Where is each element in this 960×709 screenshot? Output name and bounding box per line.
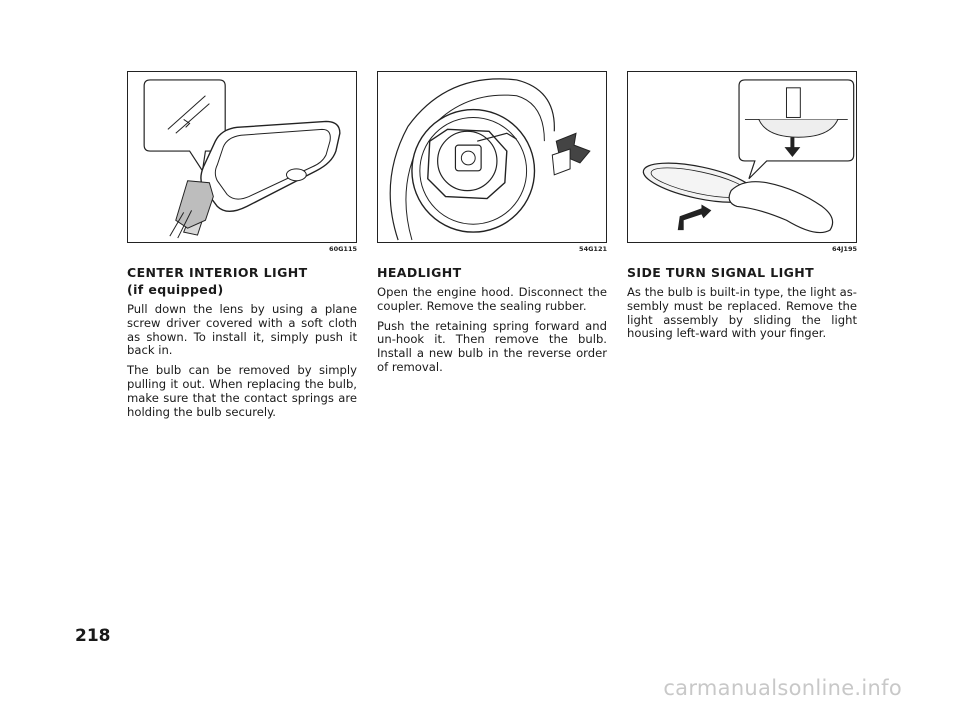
watermark-text[interactable]: carmanualsonline.info [663, 676, 902, 700]
interior-light-illustration [128, 72, 356, 242]
headlight-illustration [378, 72, 606, 242]
figure-headlight [377, 71, 607, 243]
figure-side-turn-signal [627, 71, 857, 243]
section-title: SIDE TURN SIGNAL LIGHT [627, 265, 815, 280]
figure-center-interior-light [127, 71, 357, 243]
paragraph: Open the engine hood. Disconnect the coupler. Remove the sealing rubber. [377, 285, 607, 313]
paragraph: Push the retaining spring forward and un-hook it. Then remove the bulb. Install a new bulb in the reverse order of removal. [377, 318, 607, 374]
figure-code: 64J195 [831, 245, 857, 253]
section-subtitle: (if equipped) [127, 282, 224, 297]
figure-code: 60G115 [329, 245, 357, 253]
section-title: CENTER INTERIOR LIGHT [127, 265, 308, 280]
paragraph: As the bulb is built-in type, the light as-sembly must be replaced. Remove the light assembly by sliding the light housing left-ward with your finger. [627, 285, 857, 341]
figure-code: 54G121 [579, 245, 607, 253]
paragraph: Pull down the lens by using a plane screw driver covered with a soft cloth as shown. To install it, simply push it back in. [127, 302, 357, 358]
section-side-turn-signal [627, 264, 857, 347]
section-headlight [377, 264, 607, 381]
section-center-interior-light [127, 264, 357, 425]
section-title: HEADLIGHT [377, 265, 462, 280]
turn-signal-illustration [628, 72, 856, 242]
page-number: 218 [75, 626, 111, 646]
paragraph: The bulb can be removed by simply pulling it out. When replacing the bulb, make sure that the contact springs are holding the bulb securely. [127, 363, 357, 419]
